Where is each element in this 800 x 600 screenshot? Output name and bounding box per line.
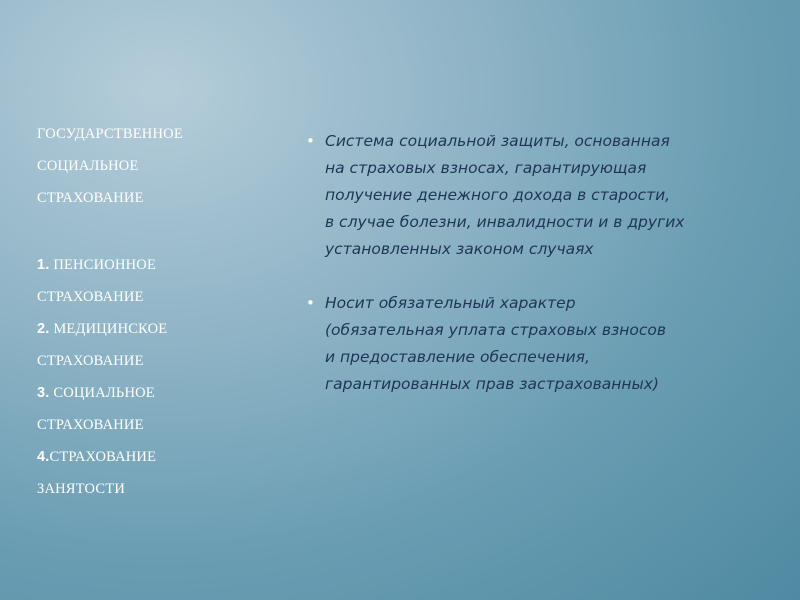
- right-column: [304, 128, 754, 425]
- bullet-icon: •: [306, 294, 315, 312]
- item-number: 4.: [37, 449, 50, 465]
- list-item-line: СТРАХОВАНИЕ: [37, 353, 144, 369]
- item-text: ПЕНСИОННОЕ: [49, 257, 157, 273]
- item-number: 3.: [37, 385, 50, 401]
- bullet-line: и предоставление обеспечения,: [325, 348, 590, 366]
- spacer: [37, 214, 267, 249]
- list-item-line: [37, 249, 267, 281]
- title-line: СТРАХОВАНИЕ: [37, 190, 144, 206]
- list-item-line: [37, 313, 267, 345]
- bullet-line: Система социальной защиты, основанная: [325, 132, 670, 150]
- bullet-item: [304, 290, 754, 398]
- title-line: СОЦИАЛЬНОЕ: [37, 158, 139, 174]
- item-text: СОЦИАЛЬНОЕ: [49, 385, 155, 401]
- list-item-line: СТРАХОВАНИЕ: [37, 289, 144, 305]
- list-item-line: [37, 441, 267, 473]
- bullet-line: установленных законом случаях: [325, 240, 594, 258]
- left-column: [37, 118, 267, 505]
- bullet-line: получение денежного дохода в старости,: [325, 186, 671, 204]
- bullet-line: на страховых взносах, гарантирующая: [325, 159, 647, 177]
- item-number: 1.: [37, 257, 50, 273]
- bullet-line: (обязательная уплата страховых взносов: [325, 321, 666, 339]
- bullet-line: в случае болезни, инвалидности и в других: [325, 213, 685, 231]
- bullet-line: Носит обязательный характер: [325, 294, 576, 312]
- item-number: 2.: [37, 321, 50, 337]
- bullet-icon: •: [306, 132, 315, 150]
- list-item-line: [37, 377, 267, 409]
- list-item-line: ЗАНЯТОСТИ: [37, 481, 125, 497]
- bullet-line: гарантированных прав застрахованных): [325, 375, 659, 393]
- bullet-item: [304, 128, 754, 263]
- item-text: МЕДИЦИНСКОЕ: [49, 321, 168, 337]
- list-item-line: СТРАХОВАНИЕ: [37, 417, 144, 433]
- title-line: ГОСУДАРСТВЕННОЕ: [37, 126, 183, 142]
- item-text: СТРАХОВАНИЕ: [49, 449, 157, 465]
